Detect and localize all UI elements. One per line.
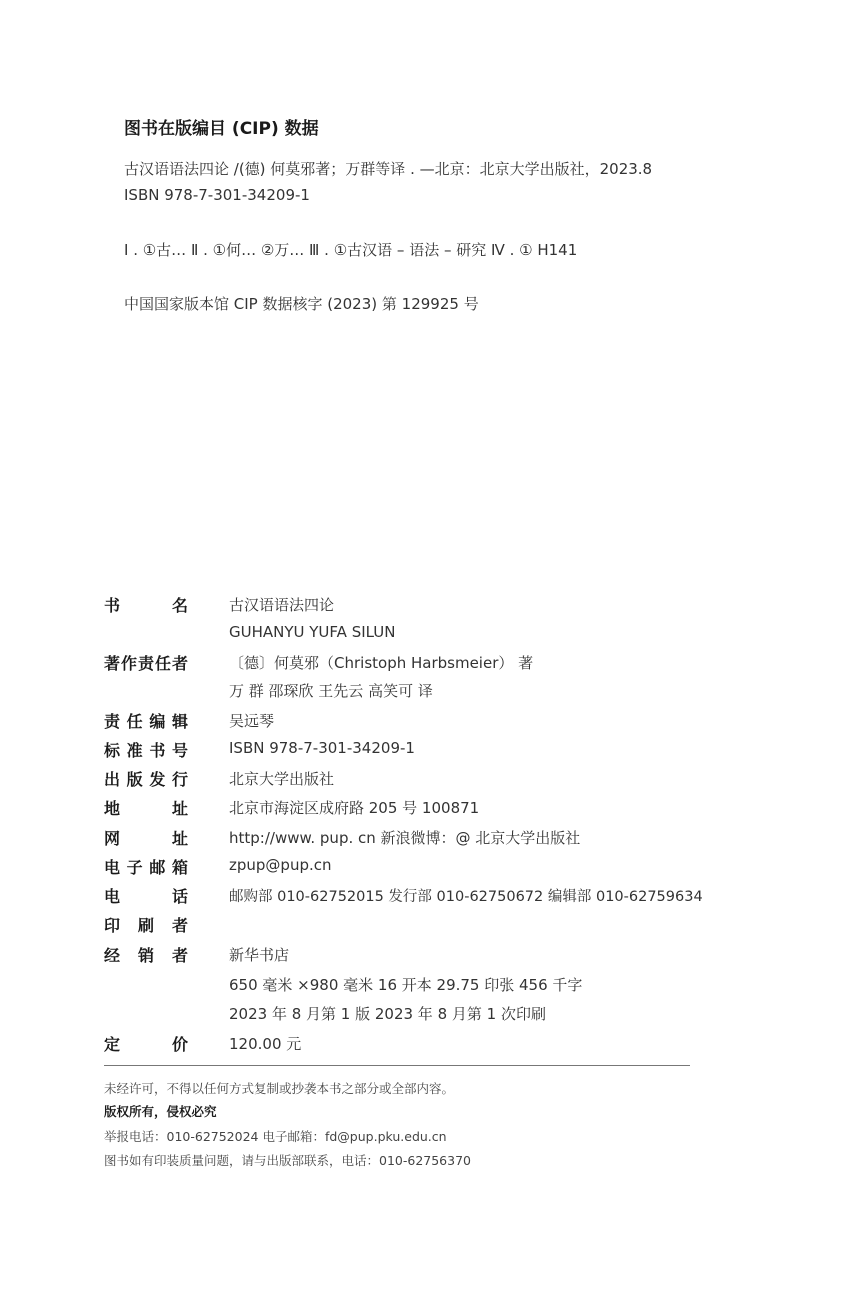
email-label: 电子邮箱 [104,858,188,877]
address: 北京市海淀区成府路 205 号 100871 [229,799,480,817]
cip-description: 古汉语语法四论 /(德) 何莫邪著；万群等译 . —北京：北京大学出版社，2023.8 [124,160,653,178]
author: 〔德〕何莫邪（Christoph Harbsmeier） 著 [229,654,534,672]
editor: 吴远琴 [229,712,275,730]
phone-label: 电话 [104,887,188,906]
isbn: ISBN 978-7-301-34209-1 [229,739,415,757]
price: 120.00 元 [229,1035,302,1053]
price-label: 定价 [104,1035,188,1054]
website: http://www. pup. cn 新浪微博：@ 北京大学出版社 [229,829,581,847]
edition-info: 2023 年 8 月第 1 版 2023 年 8 月第 1 次印刷 [229,1005,546,1023]
distributor-label: 经销者 [104,946,188,965]
book-name-label: 书名 [104,596,188,615]
email: zpup@pup.cn [229,856,332,874]
distributor: 新华书店 [229,946,290,964]
address-label: 地址 [104,799,188,818]
cip-classification: Ⅰ . ①古… Ⅱ . ①何… ②万… Ⅲ . ①古汉语 – 语法 – 研究 Ⅳ . ① H141 [124,241,578,259]
printer-label: 印刷者 [104,916,188,935]
phone: 邮购部 010-62752015 发行部 010-62750672 编辑部 010-62759634 [229,889,703,905]
format-spec: 650 毫米 ×980 毫米 16 开本 29.75 印张 456 千字 [229,976,583,994]
cip-approval-number: 中国国家版本馆 CIP 数据核字 (2023) 第 129925 号 [124,295,479,313]
cip-title: 图书在版编目 (CIP) 数据 [124,119,319,139]
book-name: 古汉语语法四论 [229,596,335,614]
cip-isbn: ISBN 978-7-301-34209-1 [124,186,310,204]
translators: 万 群 邵琛欣 王先云 高笑可 译 [229,682,433,700]
publisher: 北京大学出版社 [229,770,335,788]
publisher-label: 出版发行 [104,770,188,789]
report-contact: 举报电话：010-62752024 电子邮箱：fd@pup.pku.edu.cn [104,1129,447,1144]
editor-label: 责任编辑 [104,712,188,731]
isbn-label: 标准书号 [104,741,188,760]
website-label: 网址 [104,829,188,848]
quality-contact: 图书如有印装质量问题，请与出版部联系，电话：010-62756370 [104,1153,471,1168]
rights-notice: 版权所有，侵权必究 [104,1104,217,1119]
book-name-pinyin: GUHANYU YUFA SILUN [229,623,396,641]
author-label: 著作责任者 [104,654,188,673]
copy-notice: 未经许可，不得以任何方式复制或抄袭本书之部分或全部内容。 [104,1081,455,1096]
divider [104,1065,690,1066]
